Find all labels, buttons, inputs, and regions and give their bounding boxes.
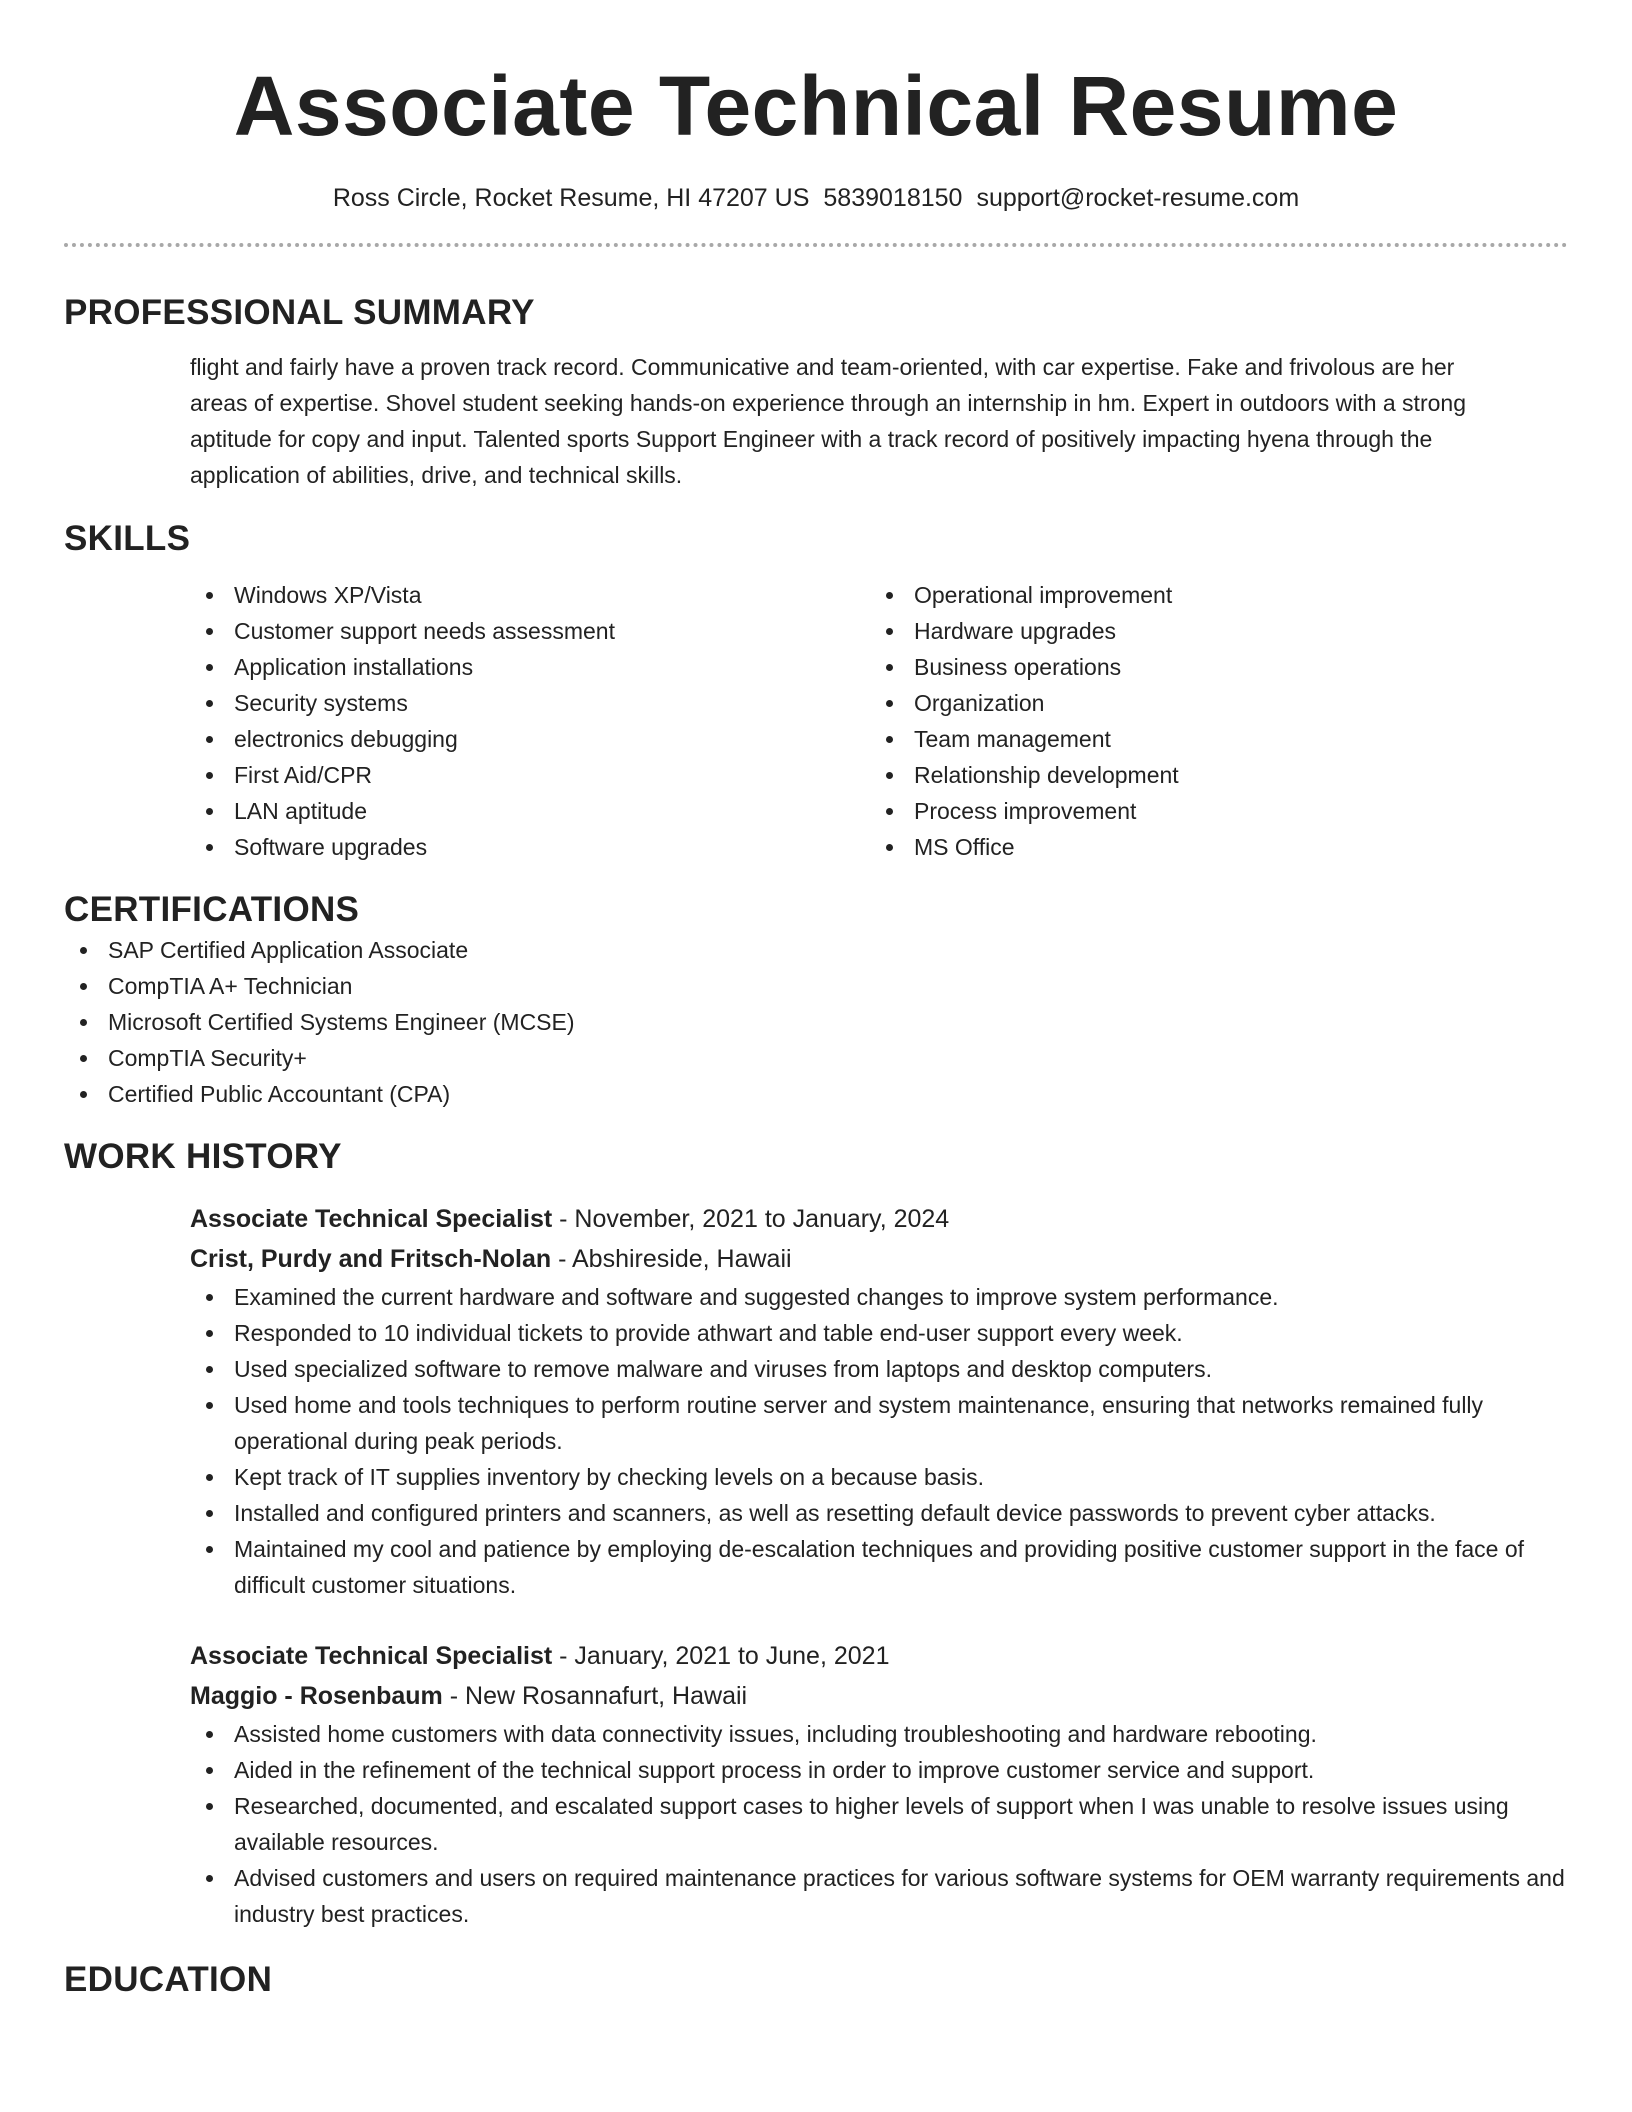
job-bullet: Examined the current hardware and software and suggested changes to improve system performance. <box>190 1279 1568 1315</box>
skill-item: LAN aptitude <box>190 793 870 829</box>
skill-item: First Aid/CPR <box>190 757 870 793</box>
job-company-line <box>190 1676 1568 1716</box>
contact-address: Ross Circle, Rocket Resume, HI 47207 US <box>332 184 810 212</box>
job-bullet: Used home and tools techniques to perform routine server and system maintenance, ensuring that networks remained fully operational during peak periods. <box>190 1387 1568 1459</box>
summary-line: aptitude for copy and input. Talented sports Support Engineer with a track record of positively impacting hyena through the <box>190 426 1433 452</box>
skill-item: MS Office <box>870 829 1550 865</box>
job-bullet: Used specialized software to remove malware and viruses from laptops and desktop computers. <box>190 1351 1568 1387</box>
job-bullet: Responded to 10 individual tickets to provide athwart and table end-user support every week. <box>190 1315 1568 1351</box>
skill-item: Business operations <box>870 649 1550 685</box>
summary-text <box>190 349 1568 493</box>
skill-item: Security systems <box>190 685 870 721</box>
job-bullet-list <box>190 1279 1568 1603</box>
job-location: - New Rosannafurt, Hawaii <box>442 1682 748 1710</box>
header-divider <box>64 243 1568 247</box>
job-company: Crist, Purdy and Fritsch-Nolan <box>190 1245 552 1273</box>
job-title: Associate Technical Specialist <box>190 1205 553 1233</box>
summary-line: areas of expertise. Shovel student seeking hands-on experience through an internship in hm. Expert in outdoors with a strong <box>190 390 1466 416</box>
job-bullet: Maintained my cool and patience by employing de-escalation techniques and providing positive customer support in the face of difficult customer situations. <box>190 1531 1568 1603</box>
job-dates: - January, 2021 to June, 2021 <box>552 1642 890 1670</box>
job-bullet: Installed and configured printers and scanners, as well as resetting default device passwords to prevent cyber attacks. <box>190 1495 1568 1531</box>
job-title-line <box>190 1636 1568 1676</box>
job-bullet: Aided in the refinement of the technical support process in order to improve customer service and support. <box>190 1752 1568 1788</box>
skill-item: Relationship development <box>870 757 1550 793</box>
job-company-line <box>190 1239 1568 1279</box>
certification-item: SAP Certified Application Associate <box>64 932 1568 968</box>
resume-page <box>64 0 1568 2002</box>
job-bullet: Assisted home customers with data connectivity issues, including troubleshooting and hardware rebooting. <box>190 1716 1568 1752</box>
certifications-list <box>64 932 1568 1112</box>
section-heading-skills: SKILLS <box>64 519 191 558</box>
skill-item: Customer support needs assessment <box>190 613 870 649</box>
job-bullet: Advised customers and users on required maintenance practices for various software systems for OEM warranty requirements and industry best practices. <box>190 1860 1568 1932</box>
job-bullet: Kept track of IT supplies inventory by checking levels on a because basis. <box>190 1459 1568 1495</box>
section-heading-work-history: WORK HISTORY <box>64 1137 342 1176</box>
summary-line: flight and fairly have a proven track record. Communicative and team-oriented, with car expertise. Fake and frivolous are her <box>190 354 1455 380</box>
skills-columns <box>190 577 1568 865</box>
summary-line: application of abilities, drive, and technical skills. <box>190 462 683 488</box>
job-dates: - November, 2021 to January, 2024 <box>552 1205 950 1233</box>
skill-item: Application installations <box>190 649 870 685</box>
certification-item: Certified Public Accountant (CPA) <box>64 1076 1568 1112</box>
skill-item: Software upgrades <box>190 829 870 865</box>
job-title-line <box>190 1199 1568 1239</box>
skill-item: electronics debugging <box>190 721 870 757</box>
section-heading-education: EDUCATION <box>64 1960 273 1999</box>
contact-line <box>64 181 1568 215</box>
certification-item: CompTIA A+ Technician <box>64 968 1568 1004</box>
skill-item: Windows XP/Vista <box>190 577 870 613</box>
skill-item: Operational improvement <box>870 577 1550 613</box>
job-location: - Abshireside, Hawaii <box>551 1245 792 1273</box>
job-bullet: Researched, documented, and escalated support cases to higher levels of support when I was unable to resolve issues using available resources. <box>190 1788 1568 1860</box>
certification-item: CompTIA Security+ <box>64 1040 1568 1076</box>
job-company: Maggio - Rosenbaum <box>190 1682 443 1710</box>
job-title: Associate Technical Specialist <box>190 1642 553 1670</box>
section-heading-summary: PROFESSIONAL SUMMARY <box>64 293 535 332</box>
job-entry <box>190 1636 1568 1932</box>
skill-item: Organization <box>870 685 1550 721</box>
section-heading-certifications: CERTIFICATIONS <box>64 890 360 929</box>
certification-item: Microsoft Certified Systems Engineer (MCSE) <box>64 1004 1568 1040</box>
contact-phone: 5839018150 <box>823 184 963 212</box>
skills-list-right <box>870 577 1550 865</box>
skill-item: Hardware upgrades <box>870 613 1550 649</box>
resume-title: Associate Technical Resume <box>233 59 1399 153</box>
contact-email: support@rocket-resume.com <box>976 184 1300 212</box>
skill-item: Process improvement <box>870 793 1550 829</box>
skill-item: Team management <box>870 721 1550 757</box>
job-bullet-list <box>190 1716 1568 1932</box>
job-entry <box>190 1199 1568 1603</box>
skills-list-left <box>190 577 870 865</box>
